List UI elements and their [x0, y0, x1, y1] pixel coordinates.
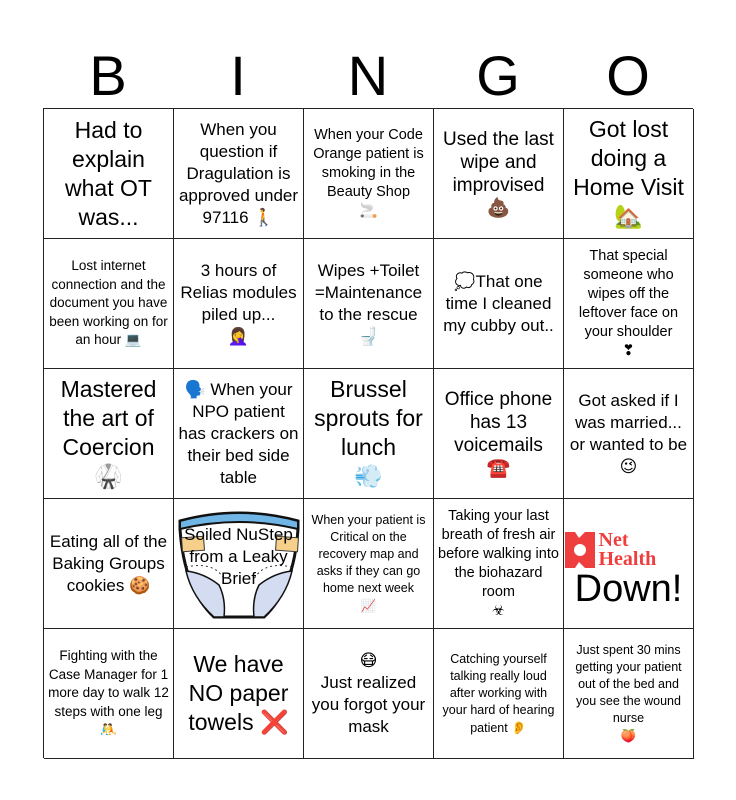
laptop-icon: 💻 — [124, 332, 142, 349]
wrestlers-icon: 🤼 — [100, 722, 117, 739]
cell-text: Catching yourself talking really loud after working with your hard of hearing patient — [442, 651, 555, 735]
thought-bubble-icon: 💭 — [454, 271, 476, 292]
cell-text: Just spent 30 mins getting your patient out of the bed and you see the wound nurse — [575, 643, 682, 725]
bingo-cell[interactable] — [174, 629, 304, 759]
cell-text: When you question if Dragulation is approved under 97116 — [178, 119, 299, 227]
poop-icon: 💩 — [486, 196, 511, 219]
biohazard-icon: ☣ — [492, 602, 505, 619]
dash-icon: 💨 — [354, 464, 383, 490]
net-health-mark-icon — [565, 532, 595, 568]
cookie-icon: 🍪 — [129, 575, 151, 596]
winking-face-icon: 😉 — [619, 456, 638, 477]
header-letter-n: N — [347, 44, 389, 107]
cell-text: Soiled NuStep from a Leaky Brief — [184, 524, 293, 588]
bingo-cell[interactable] — [564, 499, 694, 629]
bingo-cell[interactable] — [174, 109, 304, 239]
cell-text: Taking your last breath of fresh air before walking into the biohazard room — [438, 507, 559, 600]
bingo-cell[interactable] — [44, 369, 174, 499]
bingo-cell[interactable] — [564, 109, 694, 239]
cell-text: When your NPO patient has crackers on their bed side table — [178, 379, 299, 487]
header-letter-b: B — [89, 44, 127, 107]
martial-arts-uniform-icon: 🥋 — [94, 464, 123, 490]
telephone-icon: ☎️ — [486, 456, 511, 479]
cell-text: Lost internet connection and the document you have been working on for an hour — [49, 258, 168, 348]
house-icon: 🏡 — [614, 204, 643, 230]
bingo-cell[interactable] — [564, 239, 694, 369]
heart-exclamation-icon: ❣ — [622, 342, 635, 359]
cell-text: 3 hours of Relias modules piled up... — [180, 260, 297, 324]
walking-person-icon: 🚶 — [253, 207, 275, 228]
logo-line-2: Health — [598, 547, 657, 570]
face-with-mask-icon: 😷 — [359, 650, 378, 671]
bingo-cell[interactable] — [44, 109, 174, 239]
cell-text: Brussel sprouts for lunch — [314, 376, 423, 460]
header-letter-o: O — [606, 44, 650, 107]
cross-mark-icon: ❌ — [259, 709, 289, 736]
facepalm-icon: 🤦‍♀️ — [227, 326, 250, 347]
chart-increasing-icon: 📈 — [360, 598, 377, 613]
cell-text: Down! — [574, 567, 683, 610]
cell-text: That special someone who wipes off the leftover face on your shoulder — [578, 247, 679, 340]
ear-icon: 👂 — [511, 719, 527, 735]
bingo-cell[interactable] — [564, 629, 694, 759]
bingo-cell[interactable] — [434, 369, 564, 499]
header-letter-i: I — [230, 44, 246, 107]
cell-text: Had to explain what OT was... — [65, 116, 152, 230]
bingo-cell[interactable] — [434, 499, 564, 629]
bingo-cell[interactable] — [434, 109, 564, 239]
cell-text: Used the last wipe and improvised — [443, 128, 554, 196]
cell-text: When your Code Orange patient is smoking in the Beauty Shop — [313, 127, 424, 200]
net-health-logo — [565, 528, 693, 570]
bingo-cell[interactable] — [304, 629, 434, 759]
logo-line-1: Net — [598, 528, 629, 551]
cell-text: Wipes +Toilet =Maintenance to the rescue — [314, 260, 423, 324]
bingo-cell[interactable] — [304, 369, 434, 499]
peach-icon: 🍑 — [620, 728, 637, 743]
bingo-cell[interactable] — [44, 629, 174, 759]
bingo-cell[interactable] — [434, 239, 564, 369]
bingo-cell[interactable] — [304, 109, 434, 239]
bingo-cell[interactable] — [44, 239, 174, 369]
cigarette-icon: 🚬 — [359, 203, 378, 219]
cell-text: Mastered the art of Coercion — [60, 376, 157, 460]
bingo-cell[interactable] — [174, 369, 304, 499]
bingo-cell[interactable] — [44, 499, 174, 629]
bingo-cell[interactable] — [174, 499, 304, 629]
bingo-cell[interactable] — [304, 499, 434, 629]
cell-text: Eating all of the Baking Groups cookies — [49, 531, 168, 595]
cell-text: That one time I cleaned my cubby out.. — [443, 271, 554, 335]
bingo-cell[interactable] — [564, 369, 694, 499]
bingo-card-grid — [43, 108, 693, 758]
cell-text: Office phone has 13 voicemails — [444, 388, 553, 456]
toilet-icon: 🚽 — [357, 326, 380, 347]
bingo-cell[interactable] — [174, 239, 304, 369]
bingo-cell[interactable] — [304, 239, 434, 369]
header-letter-g: G — [476, 44, 520, 107]
cell-text: Fighting with the Case Manager for 1 more day to walk 12 steps with one leg — [48, 648, 169, 719]
cell-text: Got lost doing a Home Visit — [573, 116, 684, 200]
bingo-header — [43, 44, 693, 108]
speaking-head-icon: 🗣️ — [184, 379, 206, 400]
cell-text: Just realized you forgot your mask — [311, 672, 426, 736]
cell-text: We have NO paper towels — [188, 650, 289, 735]
cell-text: When your patient is Critical on the recovery map and asks if they can go home next week — [311, 513, 426, 595]
cell-text: Got asked if I was married... or wanted to be — [569, 390, 688, 454]
bingo-cell[interactable] — [434, 629, 564, 759]
